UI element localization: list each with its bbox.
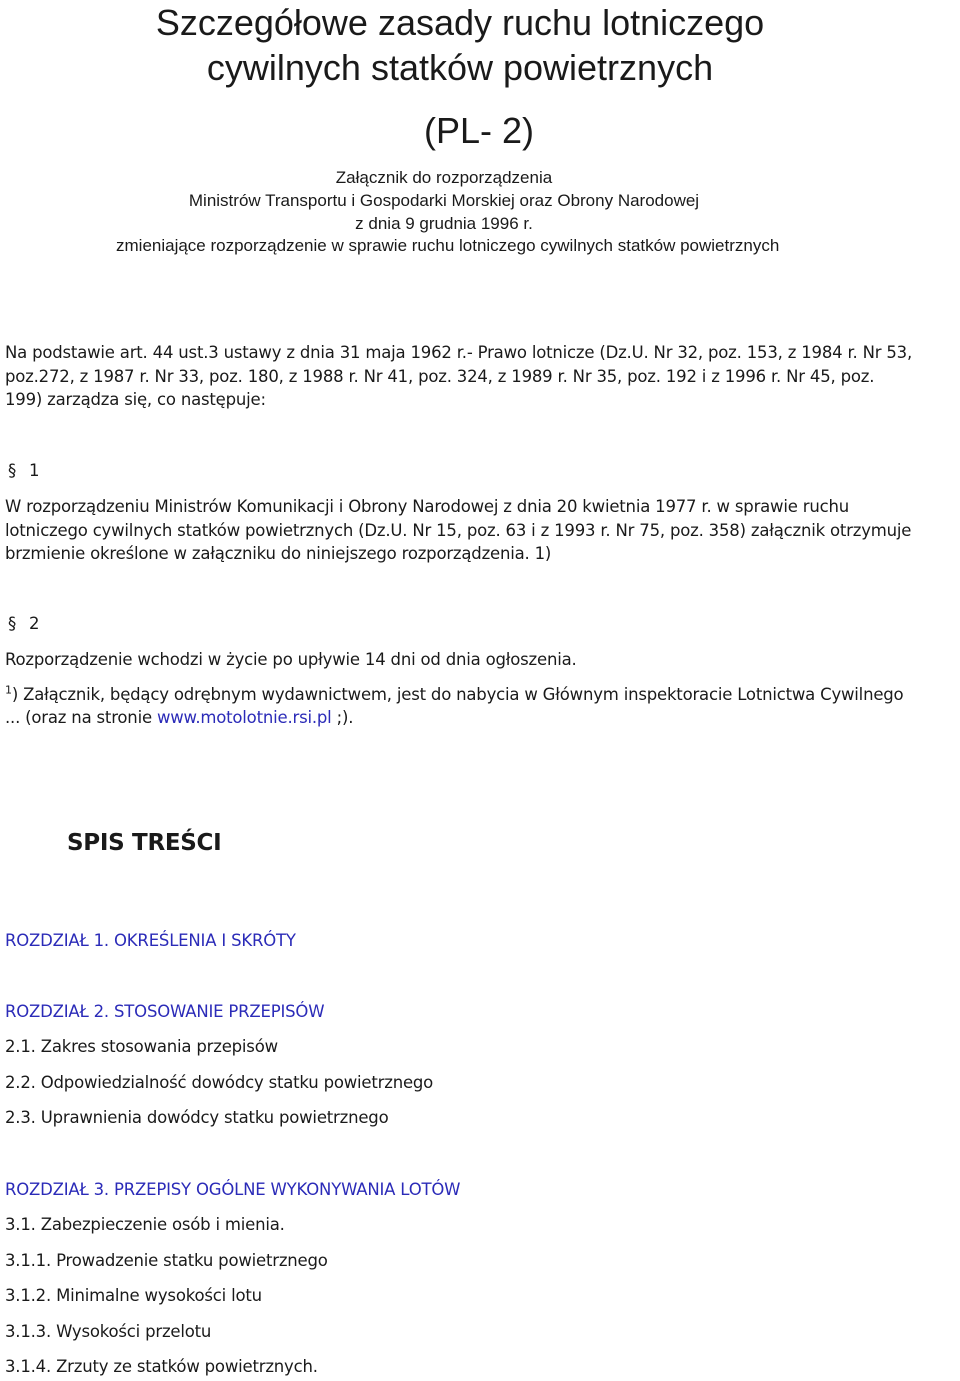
annex-line-4: zmieniające rozporządzenie w sprawie ruchu lotniczego cywilnych statków powietrznych	[116, 236, 780, 255]
footnote-marker: 1	[5, 683, 12, 697]
section-1-line-3: brzmienie określone w załączniku do niniejszego rozporządzenia. 1)	[5, 544, 552, 563]
toc-chapter-1-link[interactable]: ROZDZIAŁ 1. OKREŚLENIA I SKRÓTY	[5, 931, 296, 950]
toc-heading: SPIS TREŚCI	[67, 830, 222, 856]
annex-line-1: Załącznik do rozporządzenia	[335, 168, 553, 187]
footnote-line-2	[5, 705, 353, 730]
document-title-line-2: cywilnych statków powietrznych	[206, 47, 714, 88]
footnote-suffix: ;).	[331, 708, 354, 727]
website-link[interactable]: www.motolotnie.rsi.pl	[156, 708, 332, 727]
toc-item-3-1-4: 3.1.4. Zrzuty ze statków powietrznych.	[5, 1357, 318, 1376]
toc-item-3-1-2: 3.1.2. Minimalne wysokości lotu	[5, 1286, 262, 1305]
section-symbol: §	[7, 461, 17, 480]
section-1-line-1: W rozporządzeniu Ministrów Komunikacji i Obrony Narodowej z dnia 20 kwietnia 1977 r. w sprawie ruchu	[5, 497, 849, 516]
toc-chapter-2-link[interactable]: ROZDZIAŁ 2. STOSOWANIE PRZEPISÓW	[5, 1002, 325, 1021]
section-2-text: Rozporządzenie wchodzi w życie po upływie 14 dni od dnia ogłoszenia.	[5, 650, 577, 669]
toc-item-3-1-3: 3.1.3. Wysokości przelotu	[5, 1322, 212, 1341]
annex-line-2: Ministrów Transportu i Gospodarki Morskiej oraz Obrony Narodowej	[188, 191, 700, 210]
toc-item-2-3: 2.3. Uprawnienia dowódcy statku powietrznego	[5, 1108, 389, 1127]
section-1-line-2: lotniczego cywilnych statków powietrznych (Dz.U. Nr 15, poz. 63 i z 1993 r. Nr 75, poz. 358) załącznik otrzymuje	[5, 521, 912, 540]
toc-item-3-1: 3.1. Zabezpieczenie osób i mienia.	[5, 1215, 285, 1234]
section-1-heading	[5, 458, 39, 483]
footnote-line-1	[5, 682, 903, 707]
section-symbol: §	[7, 614, 17, 633]
annex-line-3: z dnia 9 grudnia 1996 r.	[355, 214, 533, 233]
preamble-line-2: poz.272, z 1987 r. Nr 33, poz. 180, z 1988 r. Nr 41, poz. 324, z 1989 r. Nr 35, poz. 192 i z 1996 r. Nr 45, poz.	[5, 367, 875, 386]
document-code: (PL- 2)	[424, 110, 535, 151]
section-number: 2	[29, 614, 40, 633]
preamble-line-1: Na podstawie art. 44 ust.3 ustawy z dnia 31 maja 1962 r.- Prawo lotnicze (Dz.U. Nr 32, poz. 153, z 1984 r. Nr 53,	[5, 343, 913, 362]
document-title-line-1: Szczegółowe zasady ruchu lotniczego	[155, 2, 765, 43]
toc-item-2-1: 2.1. Zakres stosowania przepisów	[5, 1037, 278, 1056]
footnote-prefix: ... (oraz na stronie	[5, 708, 157, 727]
section-number: 1	[29, 461, 40, 480]
footnote-text: ) Załącznik, będący odrębnym wydawnictwem, jest do nabycia w Głównym inspektoracie Lotnictwa Cywilnego	[11, 685, 904, 704]
toc-chapter-3-link[interactable]: ROZDZIAŁ 3. PRZEPISY OGÓLNE WYKONYWANIA LOTÓW	[5, 1180, 461, 1199]
preamble-line-3: 199) zarządza się, co następuje:	[5, 390, 266, 409]
toc-item-2-2: 2.2. Odpowiedzialność dowódcy statku powietrznego	[5, 1073, 434, 1092]
toc-item-3-1-1: 3.1.1. Prowadzenie statku powietrznego	[5, 1251, 328, 1270]
section-2-heading	[5, 611, 39, 636]
